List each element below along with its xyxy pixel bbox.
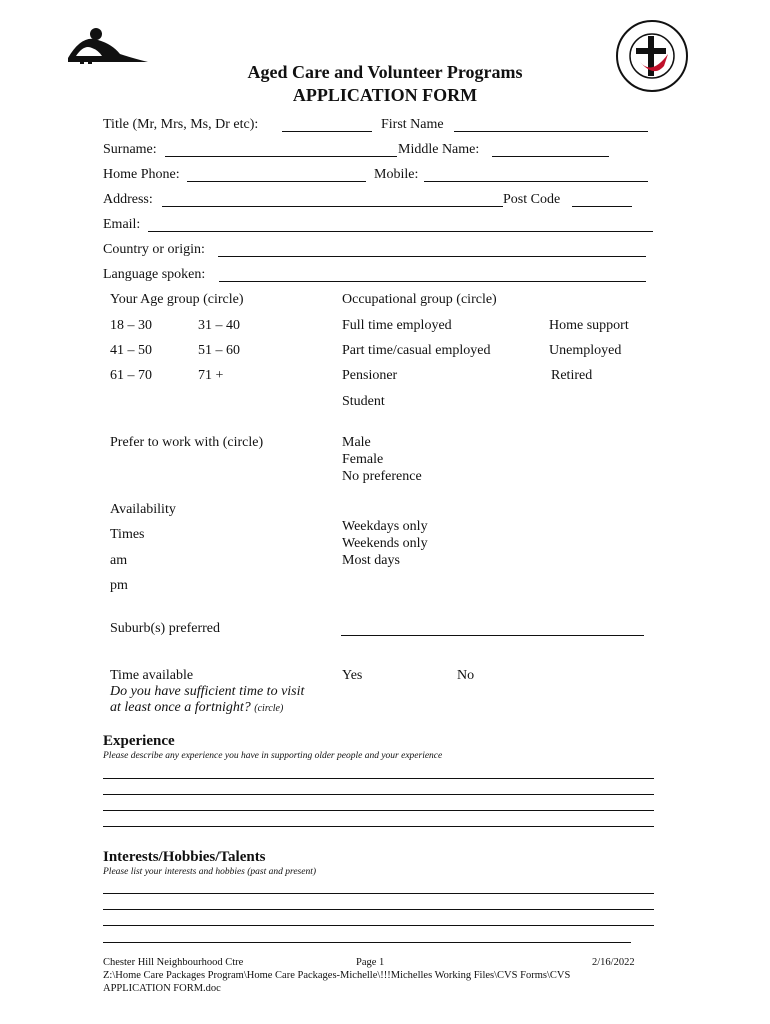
address-input[interactable]: [162, 206, 503, 207]
email-label: Email:: [103, 217, 141, 232]
mobile-input[interactable]: [424, 181, 648, 182]
time-available-label: Time available: [110, 668, 194, 683]
experience-heading: Experience: [103, 733, 175, 749]
prefer-option[interactable]: Female: [342, 452, 384, 467]
am-option[interactable]: am: [110, 553, 128, 568]
occupation-option[interactable]: Unemployed: [549, 343, 622, 358]
interests-line[interactable]: [103, 925, 654, 926]
chester-hill-logo: [62, 14, 154, 66]
age-option[interactable]: 71 +: [198, 368, 224, 383]
email-input[interactable]: [148, 231, 653, 232]
post-code-input[interactable]: [572, 206, 632, 207]
availability-option[interactable]: Most days: [342, 553, 400, 568]
time-question-text: at least once a fortnight?: [110, 700, 251, 715]
age-option[interactable]: 41 – 50: [110, 343, 152, 358]
experience-prompt: Please describe any experience you have in supporting older people and your experience: [103, 751, 443, 761]
age-option[interactable]: 31 – 40: [198, 318, 240, 333]
interests-line[interactable]: [103, 942, 631, 943]
availability-label: Availability: [110, 502, 176, 517]
home-phone-label: Home Phone:: [103, 167, 180, 182]
surname-label: Surname:: [103, 142, 157, 157]
interests-prompt: Please list your interests and hobbies (past and present): [103, 867, 317, 877]
no-option[interactable]: No: [457, 668, 475, 683]
language-label: Language spoken:: [103, 267, 206, 282]
experience-line[interactable]: [103, 810, 654, 811]
occupation-label: Occupational group (circle): [342, 292, 497, 307]
age-group-label: Your Age group (circle): [110, 292, 244, 307]
occupation-option[interactable]: Student: [342, 394, 385, 409]
footer-path-line1: Z:\Home Care Packages Program\Home Care Packages-Michelle\!!!Michelles Working Files\CVS Forms\CVS: [103, 970, 571, 981]
occupation-option[interactable]: Pensioner: [342, 368, 398, 383]
time-question-circle: (circle): [254, 703, 284, 714]
age-option[interactable]: 51 – 60: [198, 343, 240, 358]
middle-name-label: Middle Name:: [398, 142, 480, 157]
age-option[interactable]: 18 – 30: [110, 318, 152, 333]
home-phone-input[interactable]: [187, 181, 366, 182]
language-input[interactable]: [219, 281, 646, 282]
pm-option[interactable]: pm: [110, 578, 128, 593]
interests-line[interactable]: [103, 893, 654, 894]
availability-option[interactable]: Weekends only: [342, 536, 428, 551]
footer-path-line2: APPLICATION FORM.doc: [103, 983, 221, 994]
yes-option[interactable]: Yes: [342, 668, 363, 683]
age-option[interactable]: 61 – 70: [110, 368, 152, 383]
experience-line[interactable]: [103, 794, 654, 795]
time-question-line2: [110, 700, 283, 716]
middle-name-input[interactable]: [492, 156, 609, 157]
post-code-label: Post Code: [503, 192, 561, 207]
prefer-option[interactable]: Male: [342, 435, 371, 450]
mobile-label: Mobile:: [374, 167, 419, 182]
suburb-input[interactable]: [341, 635, 644, 636]
interests-heading: Interests/Hobbies/Talents: [103, 849, 266, 865]
time-question-line1: Do you have sufficient time to visit: [110, 684, 305, 699]
occupation-option[interactable]: Retired: [551, 368, 593, 383]
footer-date: 2/16/2022: [592, 957, 635, 968]
times-label: Times: [110, 527, 145, 542]
occupation-option[interactable]: Full time employed: [342, 318, 452, 333]
experience-line[interactable]: [103, 778, 654, 779]
occupation-option[interactable]: Part time/casual employed: [342, 343, 491, 358]
title-label: Title (Mr, Mrs, Ms, Dr etc):: [103, 117, 259, 132]
form-title: Aged Care and Volunteer Programs: [247, 62, 523, 82]
prefer-option[interactable]: No preference: [342, 469, 422, 484]
footer-page: Page 1: [356, 957, 385, 968]
country-input[interactable]: [218, 256, 646, 257]
occupation-option[interactable]: Home support: [549, 318, 629, 333]
address-label: Address:: [103, 192, 153, 207]
interests-line[interactable]: [103, 909, 654, 910]
form-subtitle: APPLICATION FORM: [292, 85, 478, 105]
experience-line[interactable]: [103, 826, 654, 827]
country-label: Country or origin:: [103, 242, 205, 257]
title-input[interactable]: [282, 131, 372, 132]
suburb-label: Suburb(s) preferred: [110, 621, 221, 636]
right-logo-text: [614, 18, 615, 19]
surname-input[interactable]: [165, 156, 397, 157]
left-logo-text: [62, 14, 63, 15]
prefer-label: Prefer to work with (circle): [110, 435, 264, 450]
footer-org: Chester Hill Neighbourhood Ctre: [103, 957, 244, 968]
availability-option[interactable]: Weekdays only: [342, 519, 428, 534]
first-name-input[interactable]: [454, 131, 648, 132]
first-name-label: First Name: [381, 117, 444, 132]
